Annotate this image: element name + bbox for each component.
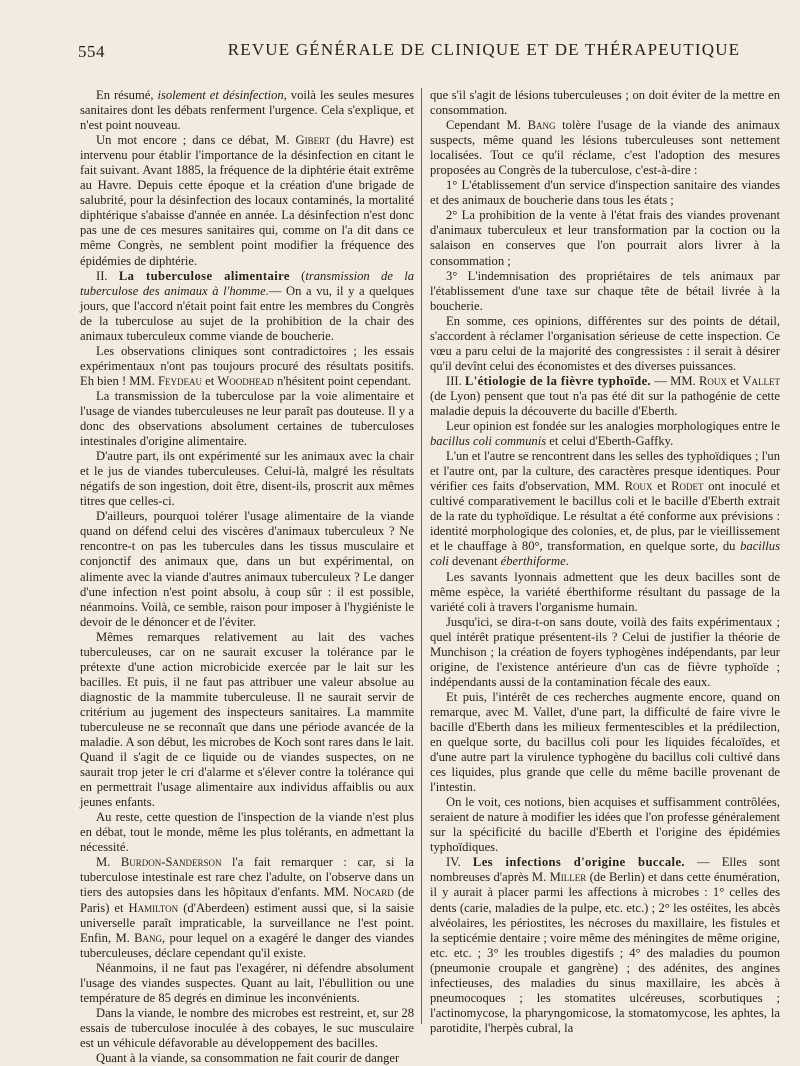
author-name: Woodhead [217, 373, 274, 388]
text-run: En résumé, [96, 88, 158, 102]
text-run: Dans la viande, le nombre des microbes est restreint, et, sur 28 essais de tuberculose inoculée à des cobayes, le suc musculaire est un véhicule défavorable au développement des bacilles. [80, 1005, 414, 1050]
text-run: La transmission de la tuberculose par la voie alimentaire et l'usage de viandes tuberculeuses ne leur paraît pas douteuse. Il y a donc des observations absolument certaines de tuberculoses intestinales d'origine alimentaire. [80, 388, 414, 449]
author-name: Gibert [295, 133, 331, 148]
text-run: III. [446, 373, 465, 388]
text-run: ( [289, 268, 306, 283]
paragraph [430, 118, 780, 178]
paragraph [80, 269, 414, 344]
emphasis: isolement et désinfection [157, 88, 284, 102]
text-run: et [726, 373, 743, 388]
text-run: ont inoculé et cultivé comparativement le bacillus coli et le bacille d'Eberth extrait de la rate du typhoïdique. Le résultat a été conforme aux prévisions : identité morphologique des colonies, et, de plus, par le vieillissement et le chauffage à 80°, transformation, en quelque sorte, du [430, 479, 780, 554]
text-run: On le voit, ces notions, bien acquises et suffisamment contrôlées, seraient de nature à modifier les idées que l'on professe généralement sur la spécificité du bacille d'Eberth et l'origine des épidémies typhoïdiques. [430, 795, 780, 855]
text-run: Les savants lyonnais admettent que les deux bacilles sont de même espèce, la variété éberthiforme résultant du passage de la variété coli à travers l'organisme humain. [430, 569, 780, 614]
text-run: IV. [446, 855, 473, 870]
text-run: — Elles sont nombreuses d'après M. [430, 855, 780, 885]
paragraph [430, 208, 780, 268]
text-run: , voilà les seules mesures sanitaires dont les débats renferment l'urgence. Cela s'explique, et n'est point nouveau. [80, 88, 414, 133]
paragraph [80, 88, 414, 133]
paragraph [80, 509, 414, 629]
paragraph [80, 344, 414, 389]
text-run: Quant à la viande, sa consommation ne fait courir de danger [96, 1051, 400, 1065]
page-number: 554 [78, 42, 105, 61]
text-run: (du Havre) est intervenu pour établir l'importance de la désinfection en citant le fait suivant. Avant 1885, la fréquence de la diphtérie était extrême au Havre. Depuis cette époque et la création d'une brigade de salubrité, pour la désinfection des locaux contaminés, la mortalité diphtérique s'abaisse d'année en année. La désinfection n'est donc pas une de ces mesures sanitaires qui, comme on l'a dit dans ce même Congrès, ne semblent point modifier la fréquence des épidémies de diphtérie. [80, 133, 414, 268]
paragraph [80, 630, 414, 811]
text-run: Jusqu'ici, se dira-t-on sans doute, voilà des faits expérimentaux ; quel intérêt pratique présentent-ils ? Celui de justifier la théorie de Munchison ; la création de foyers typhogènes indépendants, par leur origine, de l'existence antérieure d'un cas de fièvre typhoïde ; indépendants aussi de la contamination fécale des eaux. [430, 614, 780, 689]
text-run: — On a vu, il y a quelques jours, que l'accord n'était point fait entre les membres du Congrès de la tuberculose au sujet de la prohibition de la chair des animaux tuberculeux comme viande de boucherie. [80, 283, 414, 343]
text-run: 3° L'indemnisation des propriétaires de tels animaux par l'établissement d'une taxe sur chaque tête de bétail livrée à la boucherie. [430, 268, 780, 313]
paragraph [430, 449, 780, 569]
right-column [430, 88, 780, 1035]
text-run: 1° L'établissement d'un service d'inspection sanitaire des viandes et des animaux de boucherie dans tous les états ; [430, 178, 780, 208]
paragraph [80, 961, 414, 1006]
author-name: Rodet [671, 479, 704, 494]
text-run: (d'Aberdeen) estiment aussi que, si la saisie universelle paraît impraticable, la surveillance ne l'est point. Enfin, M. [80, 900, 414, 945]
author-name: Burdon-Sanderson [120, 855, 222, 870]
paragraph [80, 449, 414, 509]
text-run: que s'il s'agit de lésions tuberculeuses ; on doit éviter de la mettre en consommation. [430, 88, 780, 118]
text-run: (de Berlin) et dans cette énumération, il y aurait à placer parmi les affections à microbes : 1° celles des dents (carie, maladies de la pulpe, etc. etc.) ; 2° les ostéites, les abcès alvéolaires, les périostites, les nécroses du maxillaire, les fistules et la septicémie dentaire ; voire même des méningites de même origine, etc. etc. ; 3° les troubles digestifs ; 4° des maladies du poumon (pneumonie croupale et gangrène) ; des adénites, des angines infectieuses, des maladies du sinus maxillaire, les abcès à pneumocoques ; les stomatites ulcéreuses, scorbutiques ; l'actinomycose, la pharyngomicose, la stomatomycose, les aphtes, la parotidite, l'herpès cubral, la [430, 870, 780, 1035]
paragraph [430, 178, 780, 208]
emphasis: transmission de la tuberculose des animaux à l'homme. [80, 268, 414, 298]
emphasis: éberthiforme [500, 554, 566, 569]
author-name: Hamilton [128, 900, 179, 915]
text-run: Leur opinion est fondée sur les analogies morphologiques entre le [446, 419, 780, 434]
text-run: tolère l'usage de la viande des animaux suspects, même quand les lésions tuberculeuses sont nettement localisées. Tout ce qu'il réclame, c'est l'adoption des mesures proposées au Congrès de la tuberculose, c'est-à-dire : [430, 118, 780, 178]
emphasis: bacillus coli communis [430, 434, 547, 449]
text-run: et [652, 479, 672, 494]
text-run: Néanmoins, il ne faut pas l'exagérer, ni défendre absolument l'usage des viandes suspectes. Quant au lait, l'ébullition ou une température de 85 degrés en diminue les inconvénients. [80, 960, 414, 1005]
paragraph [430, 88, 780, 118]
author-name: Vallet [742, 373, 780, 388]
paragraph [80, 855, 414, 960]
text-run: — MM. [651, 373, 699, 388]
text-run: . [565, 554, 569, 569]
paragraph [80, 810, 414, 855]
section-heading: La tuberculose alimentaire [118, 268, 290, 283]
left-column [80, 88, 414, 1065]
page-header [78, 38, 780, 68]
text-run: Mêmes remarques relativement au lait des vaches tuberculeuses, car on ne saurait excuser la tolérance par le prétexte d'une action microbicide exercée par le lait sur les bacilles. Et puis, il ne faut pas attribuer une valeur absolue au diagnostic de la mammite tuberculeuse. Il ne saurait servir de critérium au jugement des inspecteurs sanitaires. La mammite tuberculeuse ne se reconnaît que dans une période avancée de la maladie. A son début, les microbes de Koch sont rares dans le lait. Quand il s'agit de ce liquide ou de viandes suspectes, on ne saurait trop jeter le cri d'alarme et s'élever contre la tolérance qui en permettrait l'usage alimentaire aux individus affaiblis ou aux jeunes enfants. [80, 629, 414, 810]
author-name: Miller [549, 870, 587, 885]
section-heading: L'étiologie de la fièvre typhoïde. [464, 373, 652, 388]
paragraph [430, 374, 780, 419]
emphasis: bacillus coli [430, 539, 780, 569]
paragraph [430, 269, 780, 314]
text-run: Cependant M. [446, 118, 528, 133]
author-name: Roux [698, 373, 727, 388]
running-title: REVUE GÉNÉRALE DE CLINIQUE ET DE THÉRAPEUTIQUE [227, 40, 741, 59]
text-run: (de Lyon) pensent que tout n'a pas été dit sur la pathogénie de cette maladie depuis la découverte du bacille d'Eberth. [430, 388, 780, 418]
paragraph [80, 389, 414, 449]
text-run: Les observations cliniques sont contradictoires ; les essais expérimentaux n'ont pas toujours procuré des résultats positifs. Eh bien ! MM. [80, 343, 414, 388]
text-run: et celui d'Eberth-Gaffky. [546, 434, 674, 449]
paragraph [80, 1051, 414, 1066]
text-run: En somme, ces opinions, différentes sur des points de détail, s'accordent à réclamer l'organisation sérieuse de cette inspection. Ce vœu a paru celui de la majorité des congressistes : il serait à désirer qu'il devînt celui des économistes et des diverses puissances. [430, 313, 780, 373]
text-run: 2° La prohibition de la vente à l'état frais des viandes provenant d'animaux tuberculeux et leur transformation par la coction ou la salaison en conserves que l'on pourrait alors livrer à la consommation ; [430, 208, 780, 268]
text-run: , pour lequel on a exagéré le danger des viandes tuberculeuses, déclare cependant qu'il existe. [80, 930, 414, 960]
text-run: II. [96, 268, 119, 283]
author-name: Roux [624, 479, 653, 494]
section-heading: Les infections d'origine buccale. [472, 855, 685, 870]
paragraph [430, 314, 780, 374]
text-run: devenant [448, 554, 501, 569]
text-run: l'a fait remarquer : car, si la tuberculose intestinale est rare chez l'adulte, on l'observe dans un tiers des autopsies dans les hôpitaux d'enfants. MM. [80, 855, 414, 900]
text-run: n'hésitent point cependant. [273, 373, 412, 388]
text-run: D'ailleurs, pourquoi tolérer l'usage alimentaire de la viande quand on défend celui des viscères d'animaux tuberculeux ? Ne rencontre-t on pas les tubercules dans les tissus musculaire et conjonctif des animaux que, dans un but expérimental, on alimente avec la viande d'autres animaux tuberculeux ? Le danger d'une infection n'est point absolu, à coup sûr : il est possible, néanmoins. Voilà, ce semble, raison pour imposer à l'hygiéniste le devoir de le dénoncer et de l'éviter. [80, 509, 414, 629]
author-name: Bang [527, 118, 556, 133]
text-run: L'un et l'autre se rencontrent dans les selles des typhoïdiques ; l'un et l'autre ont, par la culture, des caractères presque identiques. Pour vérifier ces faits d'observation, MM. [430, 449, 780, 494]
paragraph [430, 570, 780, 615]
paragraph [430, 855, 780, 1036]
text-run: Un mot encore ; dans ce débat, M. [96, 133, 296, 148]
text-run: (de Paris) et [80, 885, 414, 915]
paragraph [430, 615, 780, 690]
text-run: D'autre part, ils ont expérimenté sur les animaux avec la chair et le jus de viandes tuberculeuses. Celui-là, malgré les résultats négatifs de son ingestion, doit être, disent-ils, proscrit aux mêmes titres que celles-ci. [80, 449, 414, 509]
text-run: Et puis, l'intérêt de ces recherches augmente encore, quand on remarque, avec M. Vallet, d'une part, la difficulté de faire vivre le bacille d'Eberth dans les milieux fermentescibles et la prédilection, en quelque sorte, du bacillus coli pour les liquides fécaloïdes, et d'une autre part la virulence typhogène du bacillus coli cultivé dans ces liquides, plus grande que celle du même bacille provenant de l'intestin. [430, 689, 780, 795]
paragraph [80, 1006, 414, 1051]
text-run: Au reste, cette question de l'inspection de la viande n'est plus en débat, tout le monde, même les plus tolérants, en admettant la nécessité. [80, 810, 414, 855]
paragraph [80, 133, 414, 268]
author-name: Feydeau [158, 373, 203, 388]
author-name: Bang [134, 930, 163, 945]
text-run: M. [96, 855, 121, 870]
text-run: et [202, 373, 218, 388]
paragraph [430, 419, 780, 449]
paragraph [430, 690, 780, 795]
author-name: Nocard [353, 885, 394, 900]
column-divider [421, 88, 422, 1024]
paragraph [430, 795, 780, 855]
